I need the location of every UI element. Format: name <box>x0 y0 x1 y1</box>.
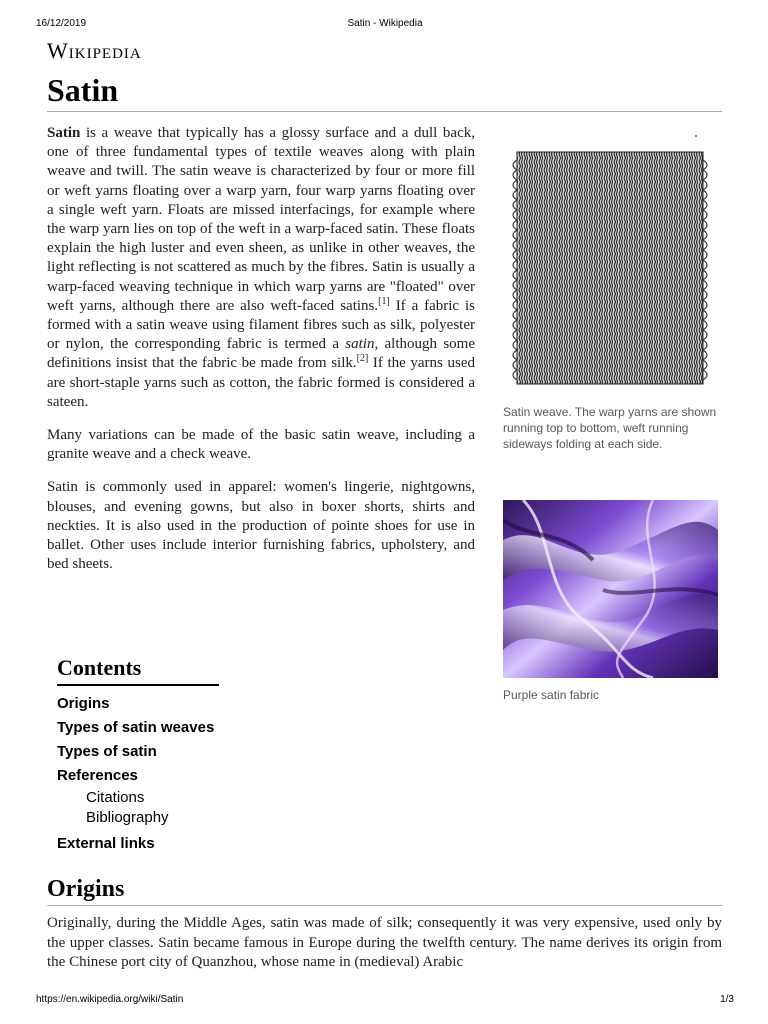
purple-satin-figure <box>503 500 718 703</box>
toc-item-types-of-satin-weaves[interactable]: Types of satin weaves <box>57 719 215 736</box>
lead-paragraph-3: Satin is commonly used in apparel: women's lingerie, nightgowns, blouses, and evening gowns, but also in boxer shorts, shirts and neckties. It is also used in the production of pointe shoes for use in ballet. Other uses include interior furnishing fabrics, upholstery, and bed sheets. <box>47 479 475 573</box>
lead-paragraph-2: Many variations can be made of the basic satin weave, including a granite weave and a check weave. <box>47 427 475 463</box>
lead-text-c: , although some definitions insist that the fabric be made from silk. <box>47 336 475 372</box>
toc-title: Contents <box>57 655 219 686</box>
print-footer <box>36 994 734 1008</box>
origins-paragraph: Originally, during the Middle Ages, satin was made of silk; consequently it was very expensive, used only by the upper classes. Satin became famous in Europe during the twelfth century. The name derives its origin from the Chinese port city of Quanzhou, whose name in (medieval) Arabic <box>47 915 722 970</box>
print-page-number: 1/3 <box>720 994 734 1005</box>
toc-item-bibliography[interactable]: Bibliography <box>86 809 169 826</box>
print-header <box>36 18 734 32</box>
satin-weave-figure <box>503 130 718 452</box>
print-date: 16/12/2019 <box>36 18 87 29</box>
origins-heading: Origins <box>47 876 722 906</box>
lead-text-a: is a weave that typically has a glossy surface and a dull back, one of three fundamental types of textile weaves along with plain weave and twill. The satin weave is characterized by four or more fill or weft yarns floating over a warp yarn, four warp yarns floating over a single weft yarn. Floats are missed interfacings, for example where the warp yarn lies on top of the weft in a warp-faced satin. These floats explain the high luster and even sheen, as unlike in other weaves, the light reflecting is not scattered as much by the fibres. Satin is usually a warp-faced weaving technique in which warp yarns are "floated" over weft yarns, although there are also weft-faced satins. <box>47 125 475 314</box>
print-url: https://en.wikipedia.org/wiki/Satin <box>36 994 184 1005</box>
lead-term: Satin <box>47 125 81 141</box>
citation-link-2[interactable]: [2] <box>356 353 369 365</box>
lead-emphasis: satin <box>345 336 375 353</box>
toc-item-external-links[interactable]: External links <box>57 835 155 852</box>
lead-text-b: If a fabric is formed with a satin weave using filament fibres such as silk, polyester or nylon, the corresponding fabric is termed a <box>47 297 475 353</box>
lead-text-d: If the yarns used are short-staple yarns such as cotton, the fabric formed is considered a sateen. <box>47 355 475 410</box>
citation-link-1[interactable]: [1] <box>378 295 390 307</box>
page-title: Satin <box>47 72 722 112</box>
wikipedia-wordmark[interactable]: Wikipedia <box>47 38 142 63</box>
lead-paragraph-1 <box>47 124 475 412</box>
toc-item-citations[interactable]: Citations <box>86 789 145 806</box>
toc-item-origins[interactable]: Origins <box>57 695 110 712</box>
purple-satin-image[interactable] <box>503 500 718 678</box>
table-of-contents <box>57 655 257 856</box>
lead-section <box>47 124 475 588</box>
satin-weave-caption: Satin weave. The warp yarns are shown running top to bottom, weft running sideways folding at each side. <box>503 405 717 451</box>
satin-weave-image[interactable] <box>503 130 718 395</box>
purple-satin-caption: Purple satin fabric <box>503 688 600 702</box>
toc-item-types-of-satin[interactable]: Types of satin <box>57 743 157 760</box>
toc-item-references[interactable]: References <box>57 767 138 784</box>
print-page-title: Satin - Wikipedia <box>347 18 423 29</box>
